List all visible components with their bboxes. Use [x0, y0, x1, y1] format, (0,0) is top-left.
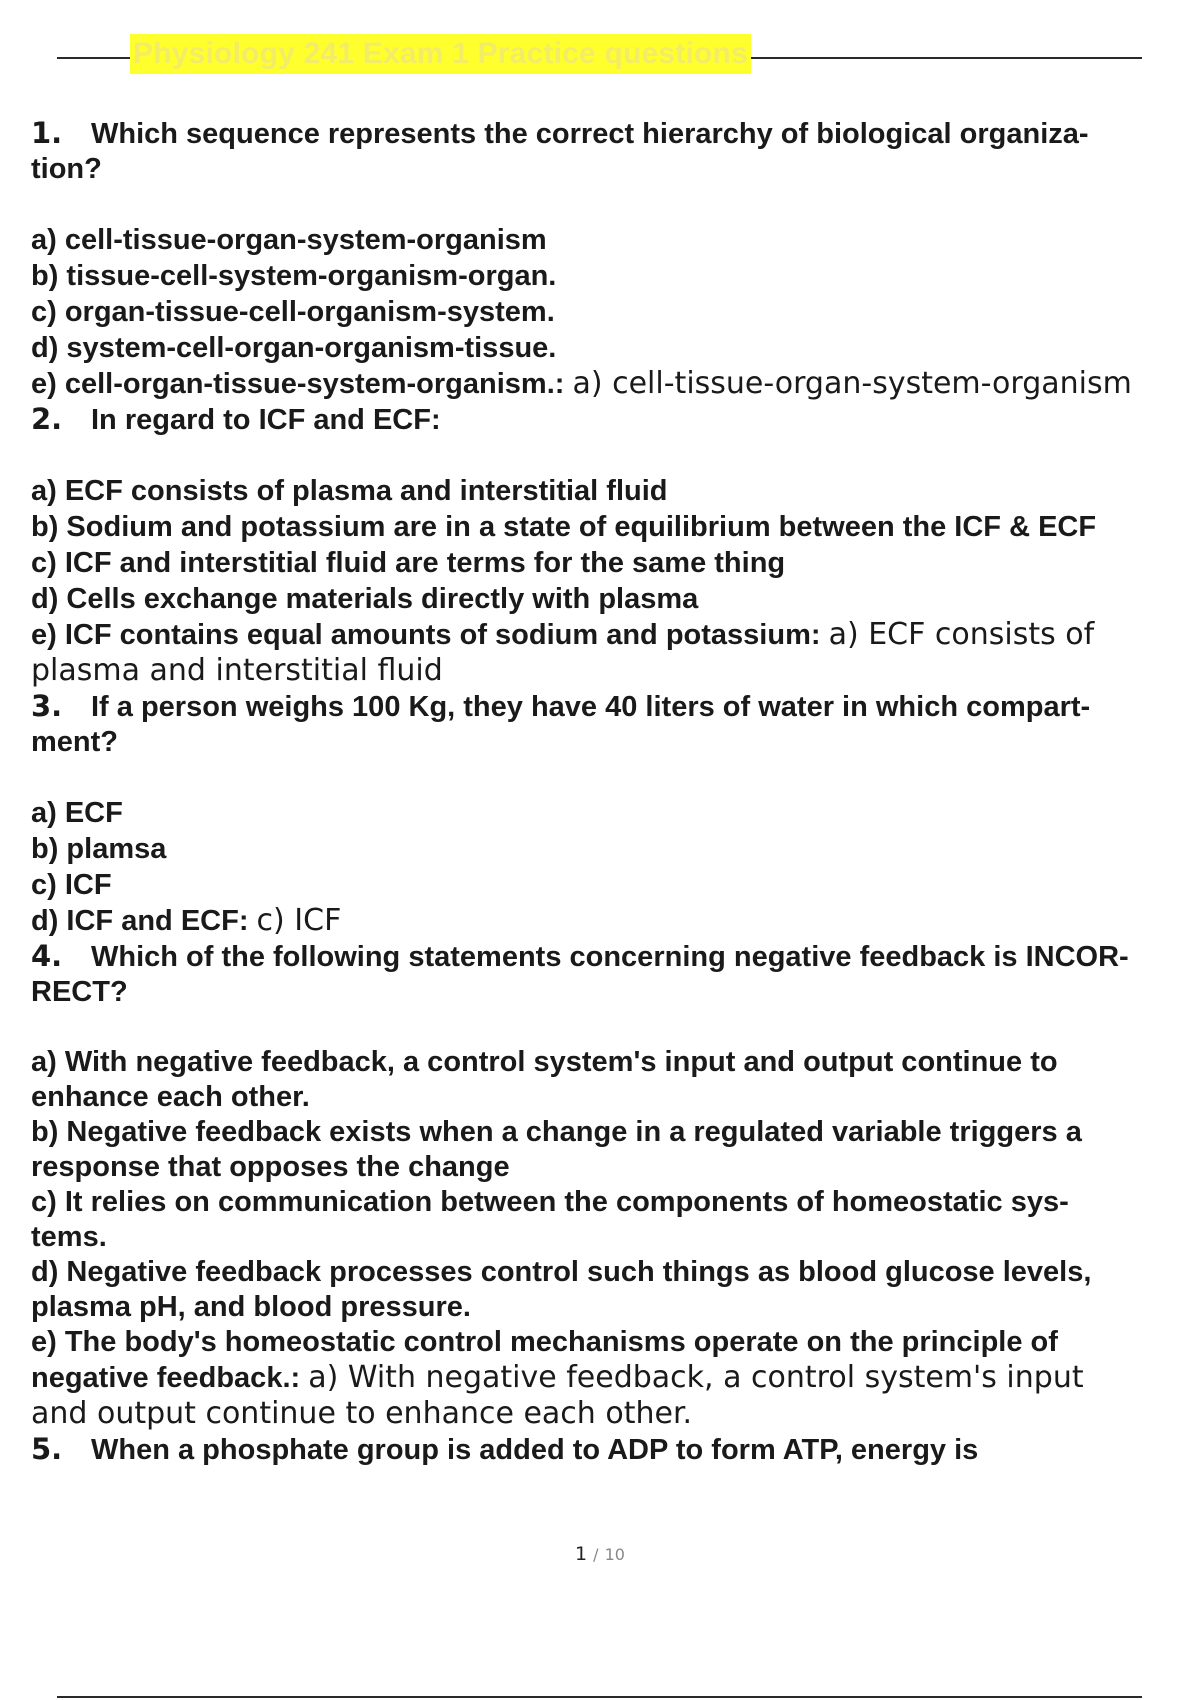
answer-text: c) ICF [256, 903, 342, 938]
question-prompt [31, 939, 1200, 1010]
option-b: b) Sodium and potassium are in a state of equilibrium between the ICF & ECF [31, 511, 1097, 543]
question-list [31, 116, 1200, 1468]
option-text: e) ICF contains equal amounts of sodium and potassium: [31, 619, 821, 651]
question-3 [31, 689, 1200, 939]
option-d: d) Negative feedback processes control such things as blood glucose levels, plasma pH, and blood pressure. [31, 1256, 1092, 1323]
question-text: When a phosphate group is added to ADP to form ATP, energy is [91, 1434, 979, 1466]
option-b: b) tissue-cell-system-organism-organ. [31, 260, 557, 292]
page-separator: / [593, 1545, 599, 1564]
option-d: d) Cells exchange materials directly with plasma [31, 583, 699, 615]
option-c: c) It relies on communication between the components of homeostatic sys- tems. [31, 1186, 1069, 1253]
current-page-number: 1 [575, 1543, 588, 1565]
page-indicator [0, 1543, 1200, 1565]
document-title: Physiology 241 Exam 1 Practice questions [130, 34, 751, 74]
option-a: a) cell-tissue-organ-system-organism [31, 224, 547, 256]
question-number: 4. [31, 939, 63, 973]
total-pages: 10 [604, 1545, 625, 1564]
option-d [31, 903, 1200, 939]
question-number: 2. [31, 402, 63, 436]
option-a: a) ECF [31, 797, 123, 829]
question-prompt [31, 689, 1200, 760]
question-text: Which sequence represents the correct hierarchy of biological organiza- tion? [31, 118, 1089, 185]
answer-text: a) With negative feedback, a control system's input and output continue to enhance each other. [31, 1360, 1084, 1431]
question-prompt [31, 402, 1200, 438]
option-b: b) plamsa [31, 833, 167, 865]
option-c: c) organ-tissue-cell-organism-system. [31, 296, 555, 328]
question-prompt [31, 116, 1200, 187]
option-text: e) The body's homeostatic control mechanisms operate on the principle of negative feedback.: [31, 1326, 1058, 1394]
question-2 [31, 402, 1200, 689]
answer-text: a) cell-tissue-organ-system-organism [572, 366, 1132, 401]
question-1 [31, 116, 1200, 402]
option-a: a) ECF consists of plasma and interstitial fluid [31, 475, 668, 507]
question-4 [31, 939, 1200, 1432]
option-d: d) system-cell-organ-organism-tissue. [31, 332, 557, 364]
question-number: 5. [31, 1432, 63, 1466]
question-number: 3. [31, 689, 63, 723]
option-e [31, 617, 1200, 689]
question-number: 1. [31, 116, 63, 150]
option-e [31, 1325, 1200, 1432]
page-header [57, 30, 1142, 74]
option-e [31, 366, 1200, 402]
question-prompt [31, 1432, 1200, 1468]
question-text: Which of the following statements concerning negative feedback is INCOR- RECT? [31, 941, 1129, 1008]
footer-rule [57, 1696, 1142, 1698]
question-text: If a person weighs 100 Kg, they have 40 liters of water in which compart- ment? [31, 691, 1091, 758]
question-5 [31, 1432, 1200, 1468]
option-text: d) ICF and ECF: [31, 905, 249, 937]
option-c: c) ICF and interstitial fluid are terms for the same thing [31, 547, 786, 579]
option-text: e) cell-organ-tissue-system-organism.: [31, 368, 565, 400]
answer-text: a) ECF consists of plasma and interstitial fluid [31, 617, 1095, 688]
option-a: a) With negative feedback, a control system's input and output continue to enhance each other. [31, 1046, 1058, 1113]
question-text: In regard to ICF and ECF: [91, 404, 441, 436]
option-b: b) Negative feedback exists when a change in a regulated variable triggers a response that opposes the change [31, 1116, 1082, 1183]
option-c: c) ICF [31, 869, 112, 901]
